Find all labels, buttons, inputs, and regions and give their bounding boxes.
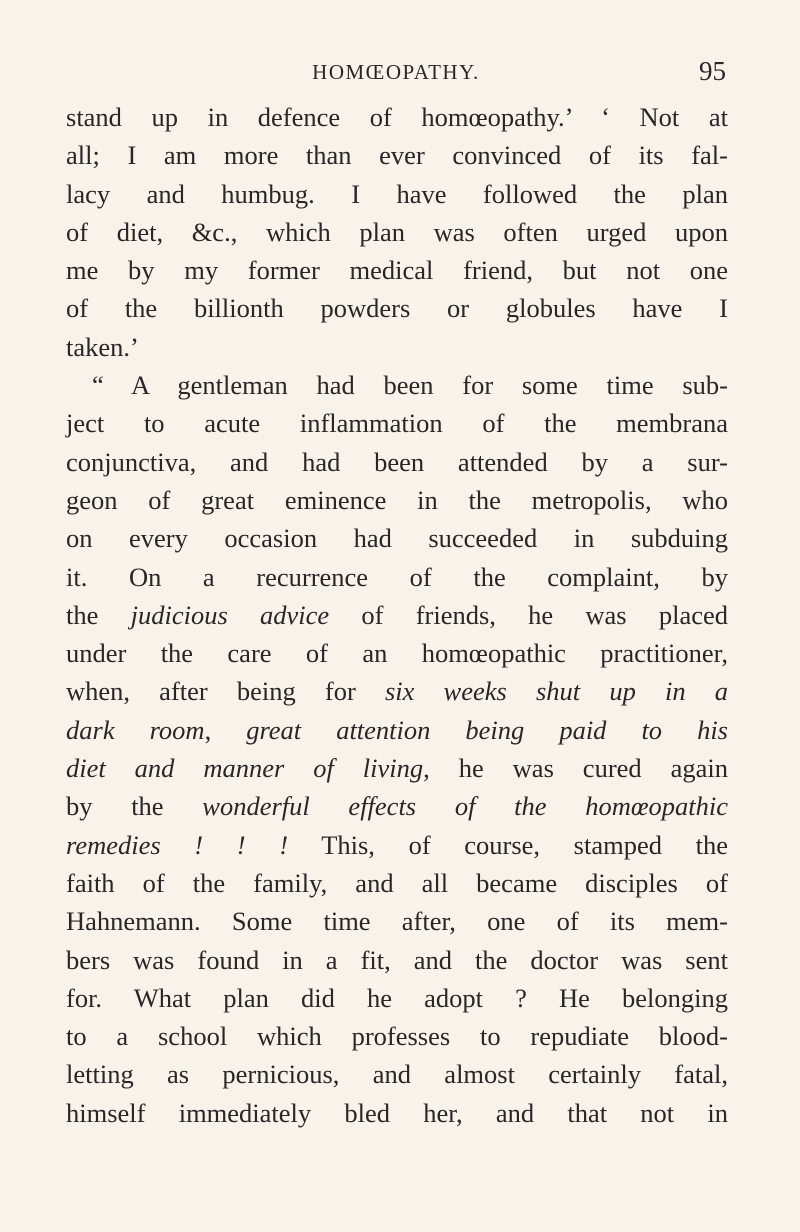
text-line bbox=[66, 404, 728, 442]
text-line bbox=[66, 558, 728, 596]
text-segment: letting as pernicious, and almost certainly fatal, bbox=[66, 1059, 728, 1090]
text-line bbox=[66, 596, 728, 634]
text-line bbox=[66, 711, 728, 749]
text-segment: Hahnemann. Some time after, one of its mem- bbox=[66, 906, 728, 937]
text-segment: faith of the family, and all became disciples of bbox=[66, 867, 728, 898]
text-segment: ject to acute inflammation of the membrana bbox=[66, 408, 728, 439]
text-line bbox=[66, 1055, 728, 1093]
text-line bbox=[66, 749, 728, 787]
running-title: HOMŒOPATHY. bbox=[312, 60, 480, 84]
italic-text: great attention being paid to his bbox=[246, 714, 728, 745]
text-segment: when, after being for bbox=[66, 676, 385, 707]
text-line bbox=[66, 979, 728, 1017]
text-line bbox=[66, 443, 728, 481]
text-segment: on every occasion had succeeded in subduing bbox=[66, 523, 728, 554]
text-line bbox=[66, 98, 728, 136]
italic-text: dark room bbox=[66, 714, 205, 745]
running-head bbox=[66, 56, 726, 90]
text-segment: of friends, he was placed bbox=[329, 599, 728, 630]
text-line bbox=[66, 672, 728, 710]
text-line bbox=[66, 787, 728, 825]
text-line bbox=[66, 481, 728, 519]
text-segment: by the bbox=[66, 791, 203, 822]
italic-text: remedies ! ! ! bbox=[66, 829, 289, 860]
text-line bbox=[66, 941, 728, 979]
italic-text: judicious advice bbox=[130, 599, 330, 630]
text-segment: geon of great eminence in the metropolis, who bbox=[66, 484, 728, 515]
text-segment: conjunctiva, and had been attended by a sur- bbox=[66, 446, 728, 477]
text-segment: “ A gentleman had been for some time sub- bbox=[92, 370, 728, 401]
page-number: 95 bbox=[699, 56, 726, 86]
text-segment: , he was cured again bbox=[423, 753, 728, 784]
text-line bbox=[66, 366, 728, 404]
text-segment: This, of course, stamped the bbox=[288, 829, 728, 860]
text-segment: of diet, &c., which plan was often urged upon bbox=[66, 216, 728, 247]
text-segment: for. What plan did he adopt ? He belonging bbox=[66, 982, 728, 1013]
text-line bbox=[66, 634, 728, 672]
text-segment: , bbox=[204, 714, 247, 745]
text-segment: bers was found in a fit, and the doctor was sent bbox=[66, 944, 728, 975]
text-line bbox=[66, 136, 728, 174]
text-line bbox=[66, 328, 728, 366]
text-segment: under the care of an homœopathic practitioner, bbox=[66, 638, 728, 669]
text-line bbox=[66, 213, 728, 251]
text-line bbox=[66, 826, 728, 864]
text-segment: lacy and humbug. I have followed the plan bbox=[66, 178, 728, 209]
text-segment: of the billionth powders or globules have I bbox=[66, 293, 728, 324]
text-line bbox=[66, 902, 728, 940]
text-line bbox=[66, 1017, 728, 1055]
italic-text: wonderful effects of the homœopathic bbox=[202, 791, 728, 822]
text-segment: to a school which professes to repudiate blood- bbox=[66, 1021, 728, 1052]
text-line bbox=[66, 864, 728, 902]
text-segment: stand up in defence of homœopathy.’ ‘ Not at bbox=[66, 102, 728, 132]
text-segment: it. On a recurrence of the complaint, by bbox=[66, 561, 728, 592]
text-line bbox=[66, 175, 728, 213]
text-line bbox=[66, 251, 728, 289]
text-segment: himself immediately bled her, and that not in bbox=[66, 1097, 728, 1128]
text-segment: the bbox=[66, 599, 131, 630]
text-line bbox=[66, 289, 728, 327]
text-segment: taken.’ bbox=[66, 331, 139, 362]
body-text bbox=[66, 98, 728, 1132]
italic-text: diet and manner of living bbox=[66, 753, 424, 784]
text-segment: all; I am more than ever convinced of its fal- bbox=[66, 140, 728, 171]
text-segment: me by my former medical friend, but not one bbox=[66, 255, 728, 286]
text-line bbox=[66, 519, 728, 557]
italic-text: six weeks shut up in a bbox=[384, 676, 728, 707]
text-line bbox=[66, 1094, 728, 1132]
